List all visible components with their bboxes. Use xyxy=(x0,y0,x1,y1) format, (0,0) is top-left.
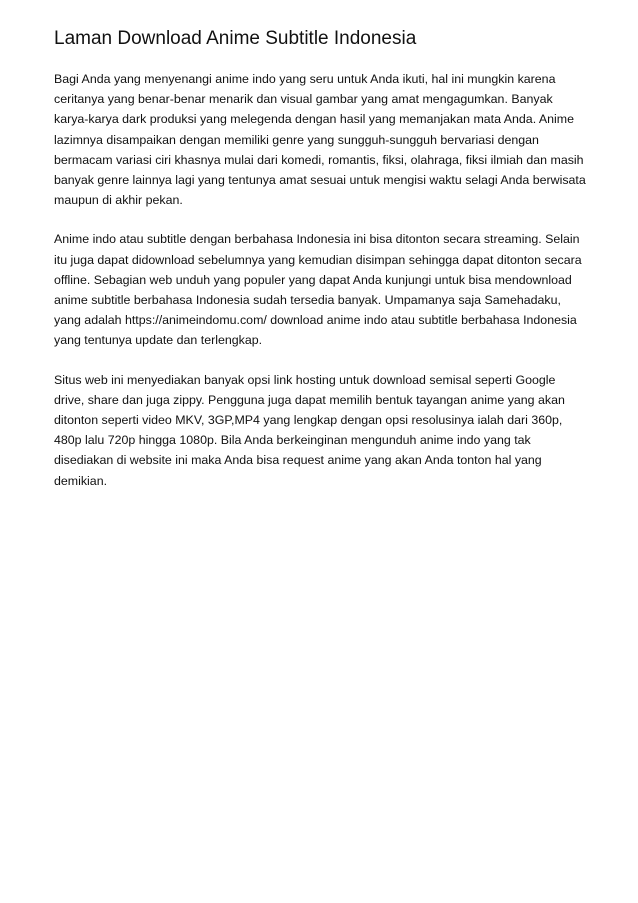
document-title: Laman Download Anime Subtitle Indonesia xyxy=(54,28,417,49)
paragraph-streaming: Anime indo atau subtitle dengan berbahasa Indonesia ini bisa ditonton secara streaming. Selain itu juga dapat didownload sebelumnya yang kemudian disimpan sehingga dapat ditonton secara offline. Sebagian web unduh yang populer yang dapat Anda kunjungi untuk bisa mendownload anime subtitle berbahasa Indonesia sudah tersedia banyak. Umpamanya saja Samehadaku, yang adalah https://animeindomu.com/ download anime indo atau subtitle berbahasa Indonesia yang tentunya update dan terlengkap. xyxy=(54,232,582,348)
paragraph-intro: Bagi Anda yang menyenangi anime indo yang seru untuk Anda ikuti, hal ini mungkin karena ceritanya yang benar-benar menarik dan visual gambar yang amat mengagumkan. Banyak karya-karya dark produksi yang melegenda dengan hasil yang memanjakan mata Anda. Anime lazimnya disampaikan dengan memiliki genre yang sungguh-sungguh bervariasi dengan bermacam variasi ciri khasnya mulai dari komedi, romantis, fiksi, olahraga, fiksi ilmiah dan masih banyak genre lainnya lagi yang tentunya amat sesuai untuk mengisi waktu selagi Anda berwisata maupun di akhir pekan. xyxy=(54,72,586,208)
paragraph-hosting: Situs web ini menyediakan banyak opsi link hosting untuk download semisal seperti Google drive, share dan juga zippy. Pengguna juga dapat memilih bentuk tayangan anime yang akan ditonton seperti video MKV, 3GP,MP4 yang lengkap dengan opsi resolusinya ialah dari 360p, 480p lalu 720p hingga 1080p. Bila Anda berkeinginan mengunduh anime indo yang tak disediakan di website ini maka Anda bisa request anime yang akan Anda tonton hal yang demikian. xyxy=(54,372,565,488)
